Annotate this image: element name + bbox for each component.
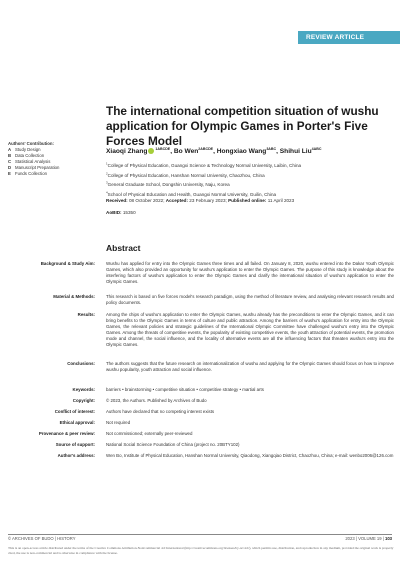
contribution-heading: Authors' Contribution: bbox=[8, 141, 54, 146]
abstract-row-label: Provenance & peer review: bbox=[38, 431, 95, 436]
author-affiliation-codes: 4ABC bbox=[311, 146, 322, 151]
contribution-code: A bbox=[8, 147, 12, 152]
affiliation-item bbox=[106, 180, 396, 190]
authors-contribution-legend bbox=[8, 141, 98, 177]
contribution-label: Manuscript Preparation bbox=[15, 165, 60, 170]
license-note: This is an open-access article distributed under the terms of the Creative Commons Attribution-NonCommercial 4.0 International (http://creativecommons.org/licenses/by-nc/4.0/), which permits use, distribution, and reproduction in any medium, provided the original work is properly cited, the use is non-commercial and is otherwise in compliance with the license. bbox=[8, 546, 394, 555]
author-separator: , bbox=[213, 148, 217, 155]
contribution-code: C bbox=[8, 159, 12, 164]
abstract-row-label: Conclusions: bbox=[67, 361, 95, 366]
author-list bbox=[106, 148, 396, 155]
affiliation-text: School of Physical Education and Health, Guangxi Normal University, Guilin, China bbox=[107, 191, 277, 197]
abstract-row-text: Wen Bo, Institute of Physical Education, Hanshan Normal University, Qiaodong, Xiangqiao District, Chaozhou, China; e-mail: wenbo2006@126.com bbox=[106, 453, 394, 458]
footer-volume-text: 2023 | VOLUME 19 | bbox=[345, 536, 385, 541]
contribution-code: B bbox=[8, 153, 12, 158]
abstract-row-text: © 2023, the Authors. Published by Archives of Budo bbox=[106, 398, 207, 403]
author-affiliation-codes: 3ABC bbox=[266, 146, 277, 151]
footer-volume bbox=[345, 536, 392, 541]
affiliation-number: 4 bbox=[106, 189, 108, 194]
abstract-heading: Abstract bbox=[106, 243, 141, 253]
affiliation-number: 1 bbox=[106, 161, 108, 166]
abstract-row-text: Among the chips of wushu's application to enter the Olympic Games, wushu already has the preconditions to enter the Olympic Games, and it can bring benefits to the Olympic Games in terms of culture and public attraction. Among the barriers of wushu's application for entry into the Olympic Games, the relevant policies and strategic guidelines of the International Olympic Committee have challenged wushu's entry into the Olympic Games. Among the threats of competitive events, the popularity of existing competitive events, the youth attraction of potential events, the promotion mode and channel, the social influence, and the locality of alternative events are all the influencing factors that threaten wushu's entry into the Olympic Games. bbox=[106, 312, 394, 348]
abstract-row-text: Wushu has applied for entry into the Olympic Games three times and all failed. On January 8, 2020, wushu entered into the Dakar Youth Olympic Games, which also provided an opportunity for wushu's application to enter the Olympic Games. The purpose of this study is knowledge about the interfering factors of wushu's application to enter the Olympic Games and clarify the international situation of wushu's application to enter the Olympic Games. bbox=[106, 261, 394, 285]
received-date: 08 October 2022; bbox=[129, 198, 165, 203]
page-number: 103 bbox=[385, 536, 392, 541]
footer-journal: © ARCHIVES OF BUDO | HISTORY bbox=[8, 536, 76, 541]
article-title: The international competition situation of wushu application for Olympic Games in Porter's Five Forces Model bbox=[106, 104, 379, 148]
abstract-row-label: Keywords: bbox=[72, 387, 95, 392]
abstract-row-label: Copyright: bbox=[72, 398, 95, 403]
author-separator: , bbox=[170, 148, 174, 155]
author-name: Bo Wen bbox=[173, 148, 199, 155]
contribution-label: Funds Collection bbox=[15, 171, 48, 176]
affiliation-item bbox=[106, 161, 396, 171]
aobid-value: 15350 bbox=[122, 210, 136, 215]
affiliation-text: College of Physical Education, Hanshan Normal University, Chaozhou, China bbox=[107, 172, 265, 178]
received-label: Received: bbox=[106, 198, 128, 203]
contribution-label: Study Design bbox=[15, 147, 41, 152]
abstract-row-label: Results: bbox=[77, 312, 95, 317]
abstract-row-text: The authors suggests that the future research on internationalization of wushu and applying for the Olympic Games should focus on how to improve wushu popularity, youth attraction and social influence. bbox=[106, 361, 394, 373]
affiliation-item bbox=[106, 171, 396, 181]
aobid bbox=[106, 210, 136, 215]
accepted-label: Accepted: bbox=[165, 198, 188, 203]
affiliation-number: 3 bbox=[106, 180, 108, 185]
abstract-row-text: Authors have declared that no competing interest exists bbox=[106, 409, 215, 414]
author-name: Hongxiao Wang bbox=[216, 148, 267, 155]
author-name: Shihui Liu bbox=[279, 148, 312, 155]
abstract-row-label: Background & Study Aim: bbox=[40, 261, 95, 266]
abstract-row-label: Conflict of interest: bbox=[54, 409, 95, 414]
contribution-label: Data Collection bbox=[15, 153, 45, 158]
author-separator: , bbox=[276, 148, 280, 155]
author-affiliation-codes: 2ABCDE bbox=[198, 146, 214, 151]
accepted-date: 23 February 2023; bbox=[189, 198, 227, 203]
orcid-icon bbox=[148, 148, 154, 154]
author-affiliation-codes: 1ABCDE bbox=[155, 146, 171, 151]
affiliation-list bbox=[106, 161, 396, 199]
affiliation-text: General Graduate School, Dongshin University, Naju, Korea bbox=[107, 182, 230, 187]
contribution-label: Statistical Analysis bbox=[15, 159, 51, 164]
published-label: Published online: bbox=[228, 198, 267, 203]
aobid-label: AoBID: bbox=[106, 210, 122, 215]
abstract-row-text: Not commissioned; externally peer-reviewed bbox=[106, 431, 193, 436]
abstract-row-text: Not required bbox=[106, 420, 131, 425]
author-name: Xiaoqi Zhang bbox=[106, 148, 148, 155]
abstract-row-label: Material & Methods: bbox=[53, 294, 95, 299]
published-date: 11 April 2023 bbox=[267, 198, 295, 203]
contribution-code: D bbox=[8, 165, 12, 170]
publication-dates bbox=[106, 198, 396, 203]
affiliation-number: 2 bbox=[106, 170, 108, 175]
abstract-row-label: Ethical approval: bbox=[59, 420, 95, 425]
contribution-code: E bbox=[8, 171, 11, 176]
article-type-badge: REVIEW ARTICLE bbox=[298, 31, 400, 44]
abstract-row-text: barriers • brainstorming • competitive situation • competitive strategy • martial arts bbox=[106, 387, 264, 392]
abstract-row-label: Author's address: bbox=[57, 453, 95, 458]
affiliation-text: College of Physical Education, Guangxi Science & Technology Normal University, Laibin, China bbox=[107, 163, 302, 168]
abstract-row-text: This research is based on five forces model's research paradigm, using the method of literature review, and analysing relevant research results and policy documents. bbox=[106, 294, 394, 306]
contribution-item bbox=[8, 171, 98, 177]
abstract-row-text: National Social Science Foundation of China (project no. 20BTY102) bbox=[106, 442, 240, 447]
abstract-row-label: Source of support: bbox=[55, 442, 95, 447]
footer-rule bbox=[8, 534, 392, 535]
